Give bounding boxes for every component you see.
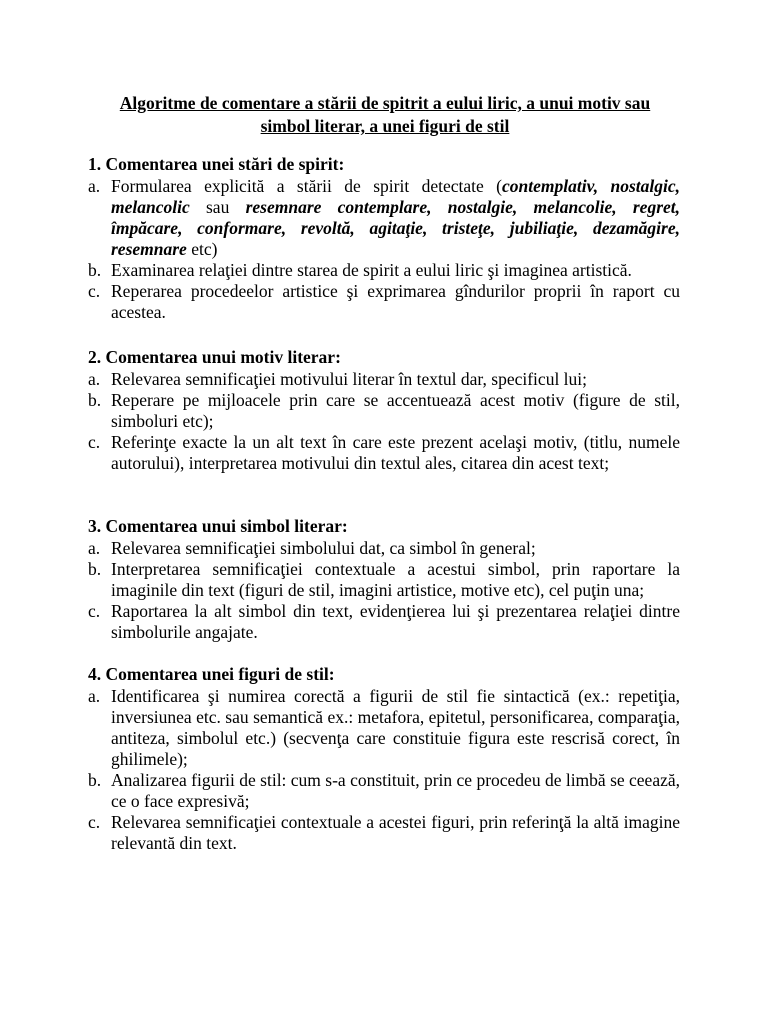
item-letter: a. xyxy=(88,176,101,196)
item-text: Referinţe exacte la un alt text în care este prezent acelaşi motiv, (titlu, numele autorului), interpretarea motivului din textul ales, citarea din acest text; xyxy=(111,432,680,473)
title-line-2: simbol literar, a unei figuri de stil xyxy=(260,116,510,136)
item-emphasis: resemnare contemplare, nostalgie, melancolie, regret, împăcare, conformare, revoltă, agitaţie, tristeţe, jubiliaţie, dezamăgire, resemnare xyxy=(111,197,681,259)
list-item xyxy=(88,686,680,770)
section-mood xyxy=(88,154,680,323)
section-heading: 2. Comentarea unui motiv literar: xyxy=(88,347,341,367)
item-text: Analizarea figurii de stil: cum s-a constituit, prin ce procedeu de limbă se ceează, ce o face expresivă; xyxy=(111,770,680,811)
list-item xyxy=(88,559,680,601)
item-letter: c. xyxy=(88,812,101,832)
list-item xyxy=(88,281,680,323)
section-symbol xyxy=(88,516,680,643)
item-text: Relevarea semnificaţiei motivului literar în textul dar, specificul lui; xyxy=(111,369,588,389)
item-letter: c. xyxy=(88,281,101,301)
item-letter: b. xyxy=(88,770,102,790)
item-text: Examinarea relaţiei dintre starea de spirit a eului liric şi imaginea artistică. xyxy=(111,260,632,280)
item-text: Relevarea semnificaţiei contextuale a acestei figuri, prin referinţă la altă imagine relevantă din text. xyxy=(111,812,680,853)
document-title xyxy=(92,92,678,138)
item-text: sau xyxy=(189,197,246,217)
item-text: Reperarea procedeelor artistice şi exprimarea gîndurilor proprii în raport cu acestea. xyxy=(111,281,680,322)
section-figure-of-speech xyxy=(88,664,680,854)
section-heading: 4. Comentarea unei figuri de stil: xyxy=(88,664,335,684)
item-text: Relevarea semnificaţiei simbolului dat, ca simbol în general; xyxy=(111,538,536,558)
item-text: Raportarea la alt simbol din text, evidenţierea lui şi prezentarea relaţiei dintre simbolurile angajate. xyxy=(111,601,680,642)
item-text: etc) xyxy=(186,239,218,259)
item-text: Formularea explicită a stării de spirit detectate ( xyxy=(111,176,502,196)
item-text: Reperare pe mijloacele prin care se accentuează acest motiv (figure de stil, simboluri etc); xyxy=(111,390,680,431)
item-letter: c. xyxy=(88,432,101,452)
list-item xyxy=(88,390,680,432)
item-letter: b. xyxy=(88,390,102,410)
section-motif xyxy=(88,347,680,474)
list-item xyxy=(88,812,680,854)
list-item xyxy=(88,260,680,281)
item-letter: b. xyxy=(88,559,102,579)
list-item xyxy=(88,176,680,260)
list-item xyxy=(88,770,680,812)
list-item xyxy=(88,432,680,474)
item-letter: c. xyxy=(88,601,101,621)
item-letter: b. xyxy=(88,260,102,280)
list-item xyxy=(88,538,680,559)
item-text: Interpretarea semnificaţiei contextuale a acestui simbol, prin raportare la imaginile din text (figuri de stil, imagini artistice, motive etc), cel puţin una; xyxy=(111,559,680,600)
item-letter: a. xyxy=(88,538,101,558)
list-item xyxy=(88,601,680,643)
title-line-1: Algoritme de comentare a stării de spitrit a eului liric, a unui motiv sau xyxy=(119,93,651,113)
item-emphasis: contemplativ, nostalgic, melancolic xyxy=(111,176,680,217)
item-letter: a. xyxy=(88,686,101,706)
item-text: Identificarea şi numirea corectă a figurii de stil fie sintactică (ex.: repetiţia, inversiunea etc. sau semantică ex.: metafora, epitetul, personificarea, comparaţia, antiteza, simbolul etc.) (secvenţa care constituie figura este rescrisă corect, în ghilimele); xyxy=(111,686,680,769)
list-item xyxy=(88,369,680,390)
section-heading: 1. Comentarea unei stări de spirit: xyxy=(88,154,345,174)
item-letter: a. xyxy=(88,369,101,389)
section-heading: 3. Comentarea unui simbol literar: xyxy=(88,516,348,536)
